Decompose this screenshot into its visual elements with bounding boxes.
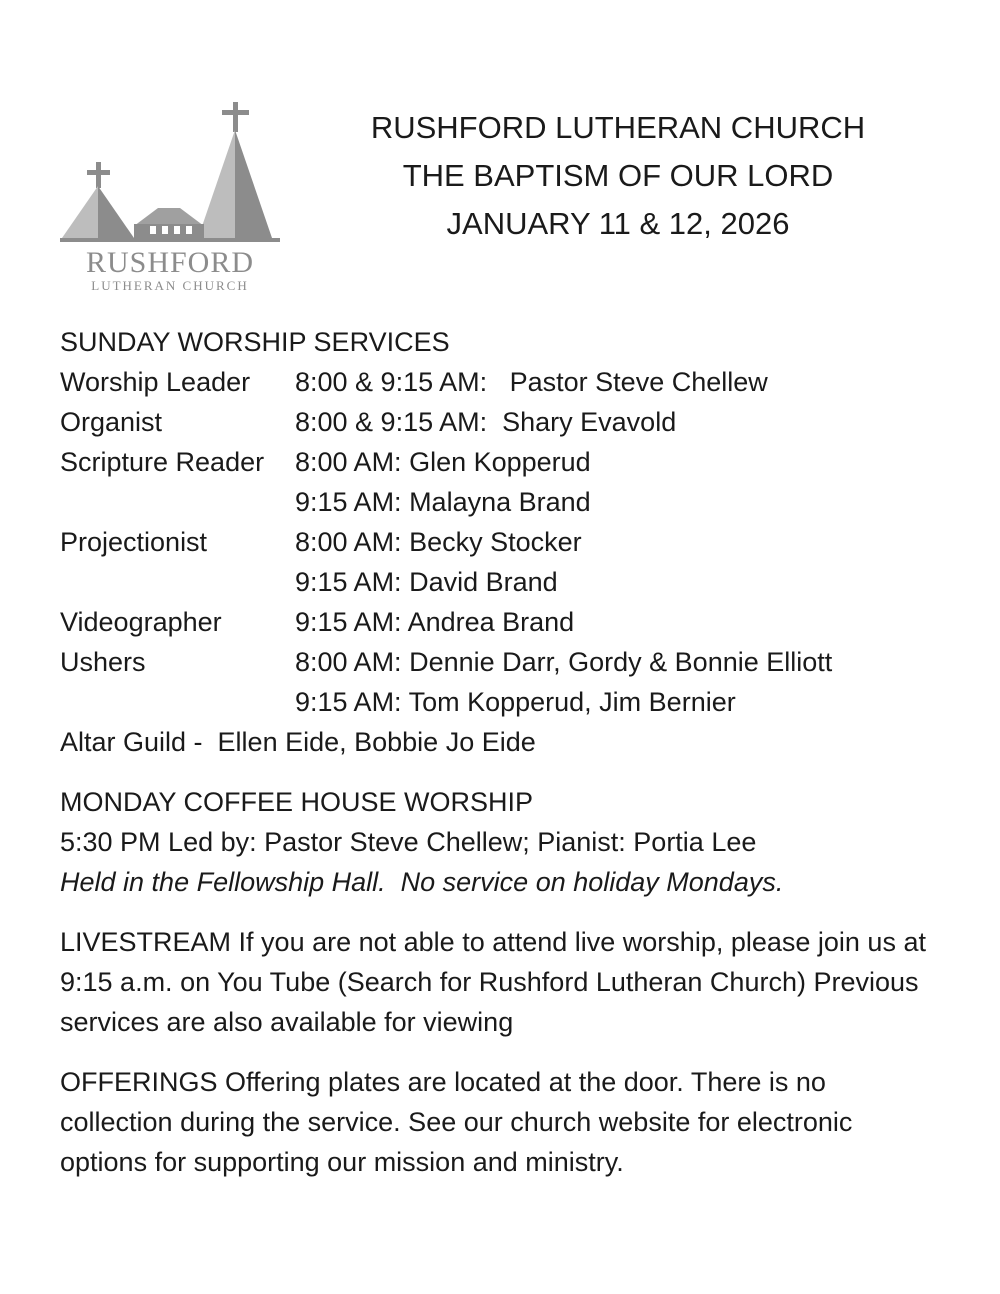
schedule-row — [60, 482, 960, 522]
logo-wordmark: RUSHFORD — [85, 246, 255, 279]
role-detail: 8:00 AM: Dennie Darr, Gordy & Bonnie Elliott — [295, 647, 833, 677]
service-title: THE BAPTISM OF OUR LORD — [402, 158, 834, 193]
monday-section-title: MONDAY COFFEE HOUSE WORSHIP — [60, 787, 534, 817]
role-label: Scripture Reader — [60, 447, 265, 477]
role-label — [60, 482, 295, 522]
role-detail: 9:15 AM: Tom Kopperud, Jim Bernier — [295, 687, 736, 717]
schedule-row — [60, 442, 960, 482]
role-detail: 8:00 & 9:15 AM: Pastor Steve Chellew — [295, 367, 768, 397]
role-label: Worship Leader — [60, 367, 251, 397]
role-label: Ushers — [60, 647, 146, 677]
role-label — [60, 682, 295, 722]
monday-leaders: 5:30 PM Led by: Pastor Steve Chellew; Pianist: Portia Lee — [60, 827, 757, 857]
schedule-row — [60, 362, 960, 402]
livestream-paragraph: LIVESTREAM If you are not able to attend live worship, please join us at 9:15 a.m. on You Tube (Search for Rushford Lutheran Church) Previous services are also available for viewing — [60, 927, 926, 1037]
monday-location-note: Held in the Fellowship Hall. No service on holiday Mondays. — [60, 867, 784, 897]
sunday-section-title: SUNDAY WORSHIP SERVICES — [60, 327, 450, 357]
church-logo — [58, 98, 282, 294]
bulletin-header — [340, 104, 896, 248]
schedule-row — [60, 402, 960, 442]
role-detail: 8:00 AM: Becky Stocker — [295, 527, 582, 557]
role-detail: 8:00 AM: Glen Kopperud — [295, 447, 591, 477]
church-name: RUSHFORD LUTHERAN CHURCH — [370, 110, 866, 145]
role-label: Organist — [60, 407, 163, 437]
role-label: Projectionist — [60, 527, 208, 557]
role-detail: 9:15 AM: Andrea Brand — [295, 607, 575, 637]
offerings-paragraph: OFFERINGS Offering plates are located at the door. There is no collection during the service. See our church website for electronic options for supporting our mission and ministry. — [60, 1067, 853, 1177]
schedule-row — [60, 562, 960, 602]
church-steeple-icon — [58, 98, 282, 248]
role-label — [60, 562, 295, 602]
logo-subtitle: LUTHERAN CHURCH — [91, 278, 249, 293]
bulletin-content — [60, 322, 960, 1182]
role-detail: 9:15 AM: David Brand — [295, 567, 558, 597]
schedule-row — [60, 642, 960, 682]
role-detail: 8:00 & 9:15 AM: Shary Evavold — [295, 407, 677, 437]
schedule-row — [60, 602, 960, 642]
altar-guild: Altar Guild - Ellen Eide, Bobbie Jo Eide — [60, 727, 536, 757]
role-detail: 9:15 AM: Malayna Brand — [295, 487, 591, 517]
schedule-row — [60, 682, 960, 722]
service-date: JANUARY 11 & 12, 2026 — [446, 206, 790, 241]
schedule-row — [60, 522, 960, 562]
role-label: Videographer — [60, 607, 222, 637]
